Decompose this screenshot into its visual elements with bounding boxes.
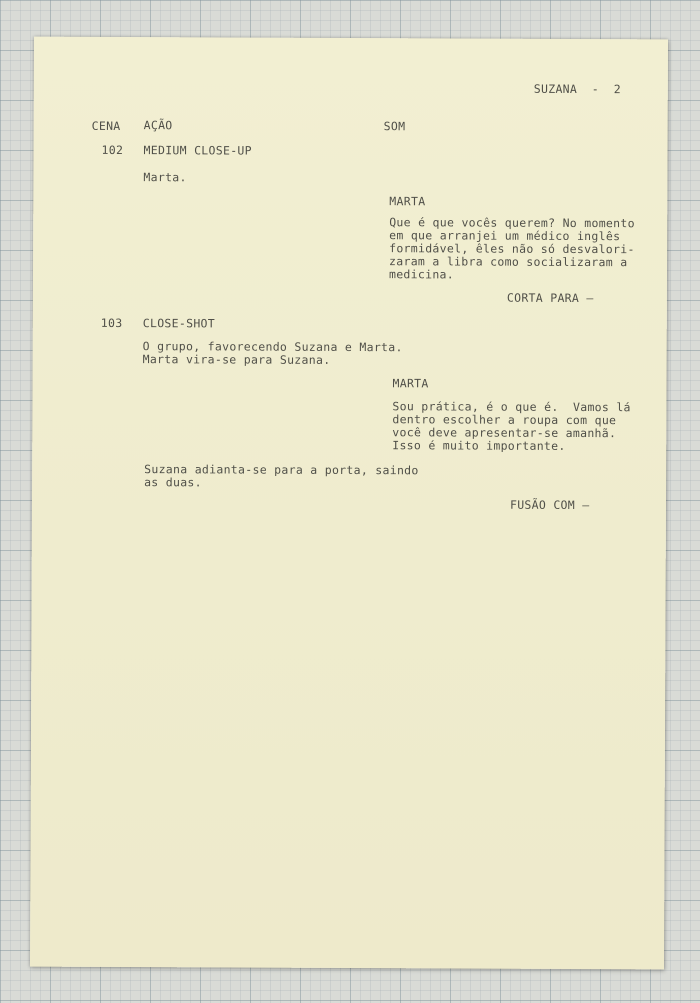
column-heading-acao: AÇÃO	[143, 118, 173, 133]
column-heading-som: SOM	[383, 119, 406, 134]
page-header-dash: -	[591, 82, 600, 97]
scene-number: 103	[100, 315, 123, 331]
dialogue-block	[392, 400, 631, 453]
column-heading-cena: CENA	[91, 118, 121, 133]
dialogue-line: formidável, êles não só desvalori-	[389, 241, 635, 257]
action-block	[143, 340, 403, 367]
page-header-title: SUZANA	[533, 81, 578, 96]
transition: FUSÃO COM —	[509, 497, 590, 513]
shot-type: MEDIUM CLOSE-UP	[143, 143, 252, 158]
dialogue-line: medicina.	[388, 267, 455, 282]
action-line: Suzana adianta-se para a porta, saindo	[144, 462, 419, 478]
action-line: Marta vira-se para Suzana.	[142, 352, 331, 367]
dialogue-line: você deve apresentar-se amanhã.	[392, 425, 617, 441]
dialogue-block	[389, 216, 635, 282]
dialogue-line: em que arranjei um médico inglês	[389, 228, 621, 244]
transition: CORTA PARA —	[506, 290, 594, 306]
dialogue-line: Isso é muito importante.	[392, 438, 566, 453]
dialogue-line: zaram a libra como socializaram a	[389, 254, 628, 270]
speaker-name: MARTA	[392, 376, 429, 391]
action-line: Marta.	[143, 170, 187, 185]
speaker-name: MARTA	[389, 194, 426, 209]
script-page	[30, 37, 668, 970]
dialogue-line: dentro escolher a roupa com que	[392, 412, 617, 428]
dialogue-line: Que é que vocês querem? No momento	[389, 215, 635, 231]
action-block	[144, 463, 419, 490]
dialogue-line: Sou prática, é o que é. Vamos lá	[392, 399, 631, 415]
scene-number: 102	[101, 142, 124, 158]
action-line: O grupo, favorecendo Suzana e Marta.	[142, 339, 403, 355]
shot-type: CLOSE-SHOT	[142, 316, 216, 331]
page-number: 2	[613, 82, 622, 97]
action-line: as duas.	[144, 475, 202, 490]
